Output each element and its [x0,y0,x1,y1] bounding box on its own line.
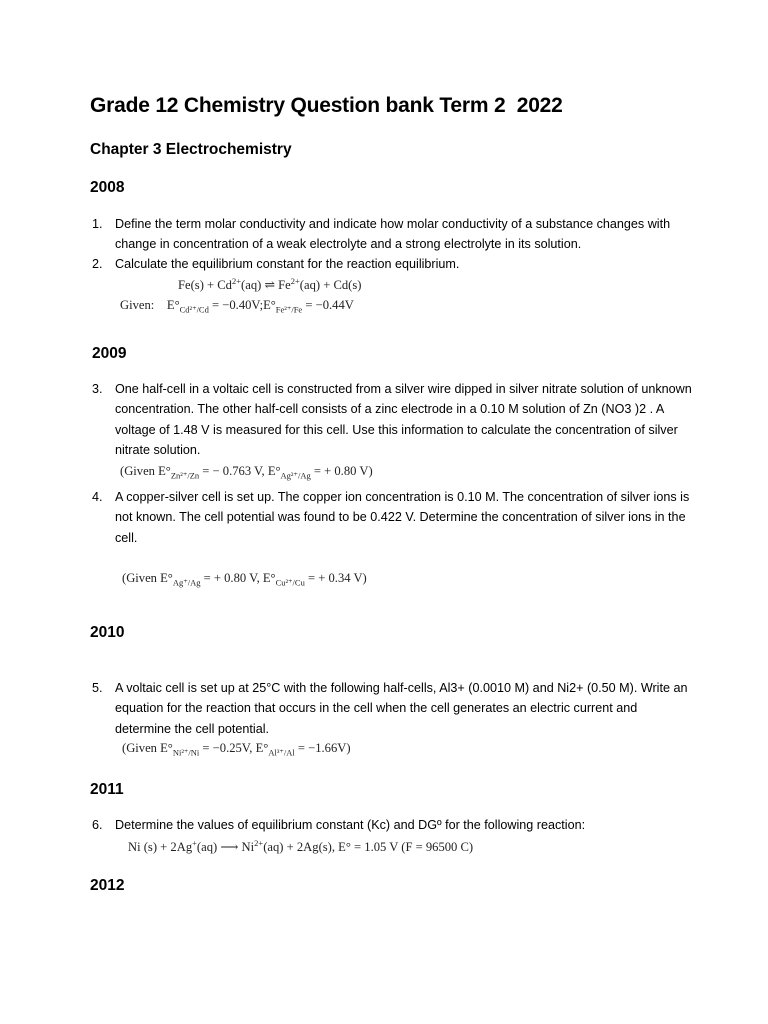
question-4 [92,487,692,548]
year-heading-2008: 2008 [90,179,125,196]
equation-q6-reaction: Ni (s) + 2Ag+(aq) ⟶ $Ni^{2+}(aq) + 2Ag(s)$, E° = 1.05 V (F = 96500 C) [128,838,474,855]
question-text: One half-cell in a voltaic cell is constructed from a silver wire dipped in silver nitrate solution of unknown concentration. The other half-cell consists of a zinc electrode in a 0.10 M solution of Zn (NO3 )2 . A voltage of 1.48 V is measured for this cell. Use this information to calculate the concentration of silver nitrate solution. [115,382,692,458]
year-heading-2011: 2011 [90,781,124,798]
chapter-heading: Chapter 3 Electrochemistry [90,141,292,158]
equation-q4-given: (Given $E^\circ_{Ag^+/Ag}$ = + 0.80 V, $E^\circ_{Cu^{2+}/Cu}$ = + 0.34 V) [122,571,367,588]
question-text: Determine the values of equilibrium constant (Kc) and DGº for the following reaction: [115,818,586,832]
question-number: 5. [92,681,103,695]
equation-q5-given: (Given $E^\circ_{Ni^{2+}/Ni} = -0.25V$, $E^\circ_{Al^{3+}/Al} = -1.66V$) [122,741,351,758]
document-title: Grade 12 Chemistry Question bank Term 2 2022 [90,94,563,117]
question-6 [92,815,692,835]
question-text: A copper-silver cell is set up. The copper ion concentration is 0.10 M. The concentration of silver ions is not known. The cell potential was found to be 0.422 V. Determine the concentration of silver ions in the cell. [115,490,690,545]
question-1 [92,214,692,255]
question-text: Calculate the equilibrium constant for the reaction equilibrium. [115,257,460,271]
equation-q2-reaction: $Fe(s) + Cd^{2+}(aq)$ ⇌ $Fe^{2+}(aq) + Cd(s)$ [178,276,362,293]
equation-q2-given: Given: $E^\circ_{Cd^{2+}/Cd}$ = $-0.40V;E^\circ_{Fe^{2+}/Fe} = -0.44V$ [120,298,354,315]
question-number: 1. [92,217,103,231]
question-3 [92,379,692,461]
question-5 [92,678,692,739]
question-number: 2. [92,257,103,271]
year-heading-2009: 2009 [92,345,127,362]
question-text: A voltaic cell is set up at 25°C with the following half-cells, Al3+ (0.0010 M) and Ni2+ (0.50 M). Write an equation for the reaction that occurs in the cell when the cell generates an electric current and determine the cell potential. [115,681,688,736]
year-heading-2012: 2012 [90,877,125,894]
question-number: 3. [92,382,103,396]
question-2 [92,254,692,274]
year-heading-2010: 2010 [90,624,125,641]
question-number: 6. [92,818,103,832]
equation-q3-given: (Given $E^\circ_{Zn^{2+}/Zn}$ = − 0.763 V, $E^\circ_{Ag^{2+}/Ag}$ = + 0.80 V) [120,464,373,481]
question-number: 4. [92,490,103,504]
question-text: Define the term molar conductivity and indicate how molar conductivity of a substance changes with change in concentration of a weak electrolyte and a strong electrolyte in its solution. [115,217,671,252]
